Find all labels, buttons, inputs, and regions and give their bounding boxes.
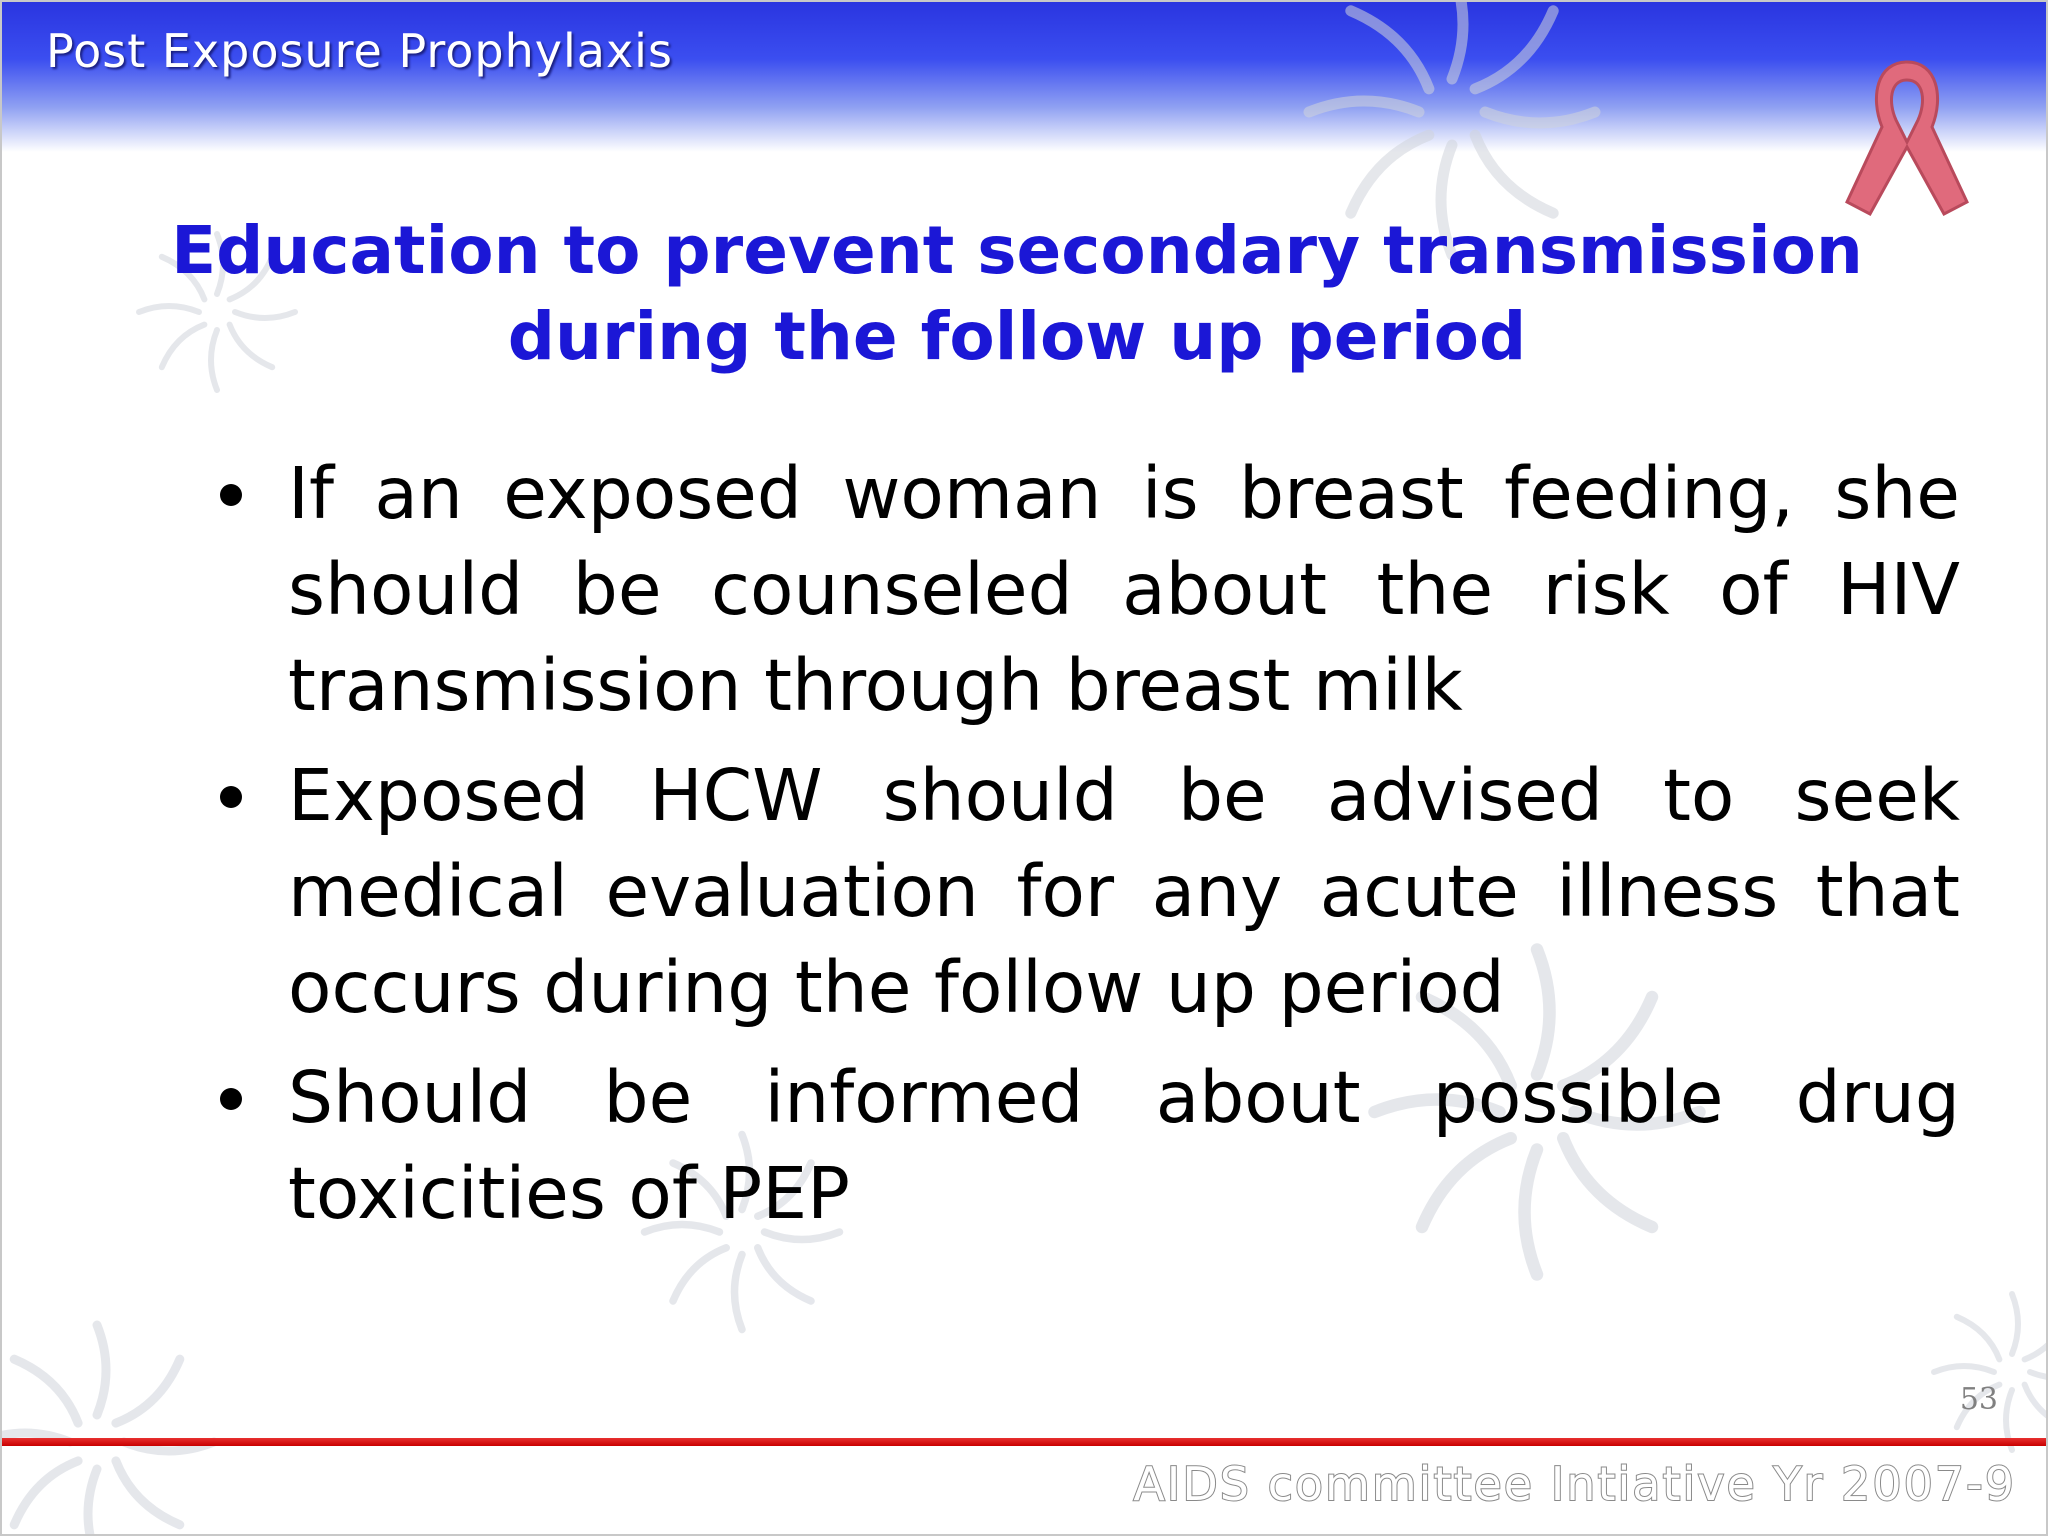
bullet-icon — [220, 484, 242, 506]
bullet-text: Should be informed about possible drug toxicities of PEP — [288, 1056, 1960, 1235]
list-item — [212, 446, 1960, 734]
slide-title-line-2: during the follow up period — [507, 298, 1527, 375]
header-title: Post Exposure Prophylaxis — [46, 24, 673, 78]
footer-text: AIDS committee Intiative Yr 2007-9 — [1133, 1457, 2016, 1511]
awareness-ribbon-icon — [1832, 52, 1982, 232]
list-item — [212, 1050, 1960, 1242]
bullet-text: If an exposed woman is breast feeding, she should be counseled about the risk of HIV transmission through breast milk — [288, 452, 1960, 727]
bullet-list — [212, 446, 1960, 1256]
slide-title-line-1: Education to prevent secondary transmission — [171, 212, 1863, 289]
bullet-text: Exposed HCW should be advised to seek medical evaluation for any acute illness that occurs during the follow up period — [288, 754, 1960, 1029]
footer-divider — [2, 1438, 2048, 1446]
page-number: 53 — [1959, 1382, 1998, 1417]
bullet-icon — [220, 1088, 242, 1110]
bullet-icon — [220, 786, 242, 808]
list-item — [212, 748, 1960, 1036]
slide-title — [102, 208, 1932, 380]
